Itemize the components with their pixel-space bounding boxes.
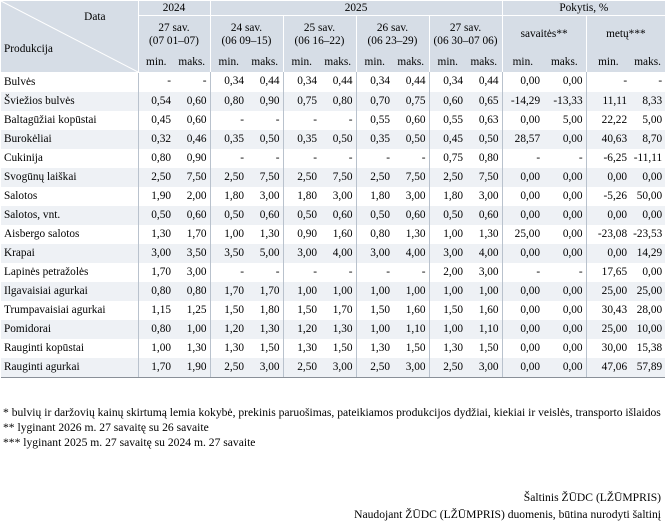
max-price-cell: 0,44 <box>259 75 280 88</box>
max-price-cell: 1,10 <box>393 320 429 339</box>
max-price-cell: 3,00 <box>247 358 283 378</box>
min-price-cell: 1,00 <box>429 225 466 244</box>
min-price-cell: 1,50 <box>210 301 247 320</box>
min-price-cell: 1,70 <box>210 282 247 301</box>
week-header-2025-27: 27 sav. (06 30–07 06) <box>429 16 502 54</box>
min-price-cell: 2,50 <box>210 358 247 378</box>
min-price-cell: 3,00 <box>283 244 320 263</box>
min-price-cell: - <box>502 149 543 168</box>
max-price-cell: 5,00 <box>247 244 283 263</box>
max-price-cell: 1,25 <box>186 303 207 316</box>
min-price-cell: 1,70 <box>138 358 174 378</box>
product-name: Trumpavaisiai agurkai <box>4 303 106 316</box>
min-price-cell: 0,00 <box>586 206 630 225</box>
min-price-cell: - <box>502 263 543 282</box>
min-price-cell: 0,50 <box>210 206 247 225</box>
max-price-cell: 0,80 <box>320 92 356 111</box>
max-price-cell: 0,00 <box>642 265 663 278</box>
max-price-cell: 5,00 <box>562 113 583 126</box>
min-price-cell: 0,00 <box>586 244 630 263</box>
min-price-cell: 0,00 <box>502 301 543 320</box>
max-price-cell: 0,00 <box>543 358 586 378</box>
max-price-cell: - <box>578 265 583 278</box>
table-row <box>1 72 665 92</box>
max-price-cell: 1,30 <box>247 320 283 339</box>
min-column-header: min. <box>356 53 393 72</box>
price-table <box>1 1 665 378</box>
max-price-cell: 5,00 <box>642 113 663 126</box>
source-attribution: Naudojant ŽŪDC (LŽŪMPRIS) duomenis, būtina nurodyti šaltinį <box>354 508 661 521</box>
max-price-cell: 0,75 <box>393 92 429 111</box>
max-price-cell: 0,00 <box>630 206 665 225</box>
min-price-cell: 1,50 <box>429 301 466 320</box>
max-price-cell: 7,50 <box>174 168 210 187</box>
table-row <box>1 244 665 263</box>
max-price-cell: 1,50 <box>259 341 280 354</box>
max-price-cell: 8,33 <box>630 92 665 111</box>
product-name: Lapinės petražolės <box>4 265 89 278</box>
max-price-cell: 1,60 <box>405 303 426 316</box>
max-price-cell: 1,30 <box>405 227 426 240</box>
min-price-cell: 30,43 <box>586 301 630 320</box>
max-price-cell: 3,00 <box>466 358 502 378</box>
max-price-cell: 7,50 <box>393 168 429 187</box>
min-price-cell: 1,80 <box>356 187 393 206</box>
min-price-cell: 0,00 <box>502 111 543 130</box>
min-price-cell: - <box>283 263 320 282</box>
min-price-cell: 0,34 <box>210 72 247 92</box>
max-price-cell: 0,00 <box>543 130 586 149</box>
max-price-cell: 1,00 <box>174 320 210 339</box>
table-row <box>1 320 665 339</box>
min-price-cell: 1,30 <box>356 339 393 358</box>
change-header: Pokytis, % <box>502 1 665 16</box>
max-price-cell: 0,44 <box>478 75 499 88</box>
table-row <box>1 206 665 225</box>
max-price-cell: 0,60 <box>405 113 426 126</box>
week-header-2025-24: 24 sav. (06 09–15) <box>210 16 283 54</box>
product-name: Svogūnų laiškai <box>1 168 138 187</box>
product-name: Aisbergo salotos <box>4 227 80 240</box>
product-name: Bulvės <box>4 75 36 88</box>
min-price-cell: - <box>356 149 393 168</box>
max-price-cell: 1,30 <box>478 227 499 240</box>
min-price-cell: 0,80 <box>356 225 393 244</box>
table-row <box>1 149 665 168</box>
max-price-cell: 1,00 <box>393 282 429 301</box>
min-price-cell: 30,00 <box>586 339 630 358</box>
max-price-cell: 1,60 <box>478 303 499 316</box>
min-price-cell: 3,50 <box>210 244 247 263</box>
max-price-cell: 50,00 <box>636 189 663 202</box>
min-price-cell: 1,80 <box>283 187 320 206</box>
min-price-cell: 0,00 <box>586 168 630 187</box>
min-price-cell: 0,45 <box>429 130 466 149</box>
min-price-cell: 1,50 <box>283 301 320 320</box>
product-name: Salotos <box>4 189 38 202</box>
min-price-cell: 0,00 <box>502 339 543 358</box>
max-price-cell: - <box>658 75 663 88</box>
max-price-cell: 0,00 <box>543 206 586 225</box>
max-price-cell: 0,00 <box>562 227 583 240</box>
max-price-cell: 3,00 <box>478 189 499 202</box>
min-price-cell: 17,65 <box>586 263 630 282</box>
max-price-cell: 0,50 <box>393 130 429 149</box>
max-price-cell: 25,00 <box>630 282 665 301</box>
product-name: Šviežios bulvės <box>1 92 138 111</box>
max-price-cell: -23,53 <box>633 227 663 240</box>
max-price-cell: 3,00 <box>259 189 280 202</box>
week-header-2024-27: 27 sav. (07 01–07) <box>138 16 210 54</box>
min-price-cell: - <box>356 263 393 282</box>
max-price-cell: 1,50 <box>478 341 499 354</box>
min-price-cell: 11,11 <box>586 92 630 111</box>
max-price-cell: 1,70 <box>332 303 353 316</box>
max-price-cell: 0,90 <box>186 151 207 164</box>
max-price-cell: 10,00 <box>630 320 665 339</box>
max-price-cell: 3,00 <box>393 358 429 378</box>
max-price-cell: 0,00 <box>562 341 583 354</box>
min-price-cell: - <box>283 149 320 168</box>
product-name: Krapai <box>1 244 138 263</box>
min-price-cell: 22,22 <box>586 111 630 130</box>
max-price-cell: 0,50 <box>247 130 283 149</box>
max-column-header: maks. <box>397 56 425 68</box>
source-line: Šaltinis ŽŪDC (LŽŪMPRIS) <box>523 491 661 504</box>
min-price-cell: -23,08 <box>586 225 630 244</box>
year-2025-header: 2025 <box>210 1 502 16</box>
min-price-cell: - <box>210 263 247 282</box>
max-price-cell: 15,38 <box>636 341 663 354</box>
max-price-cell: 1,00 <box>320 282 356 301</box>
table-row <box>1 301 665 320</box>
max-price-cell: 0,00 <box>562 303 583 316</box>
product-name: Cukinija <box>4 151 43 164</box>
min-price-cell: 0,34 <box>429 72 466 92</box>
min-price-cell: 1,50 <box>356 301 393 320</box>
min-price-cell: 3,00 <box>138 244 174 263</box>
max-price-cell: 2,00 <box>186 189 207 202</box>
max-price-cell: 8,70 <box>630 130 665 149</box>
max-price-cell: 0,90 <box>247 92 283 111</box>
min-price-cell: 2,50 <box>210 168 247 187</box>
product-name: Salotos, vnt. <box>1 206 138 225</box>
max-price-cell: - <box>348 265 353 278</box>
min-price-cell: 0,80 <box>138 320 174 339</box>
max-price-cell: 0,80 <box>478 151 499 164</box>
table-row <box>1 111 665 130</box>
min-price-cell: 2,00 <box>429 263 466 282</box>
max-price-cell: 0,00 <box>543 282 586 301</box>
max-price-cell: 1,90 <box>174 358 210 378</box>
diagonal-divider <box>1 1 138 72</box>
table-row <box>1 358 665 378</box>
max-price-cell: - <box>421 265 426 278</box>
min-price-cell: 0,35 <box>210 130 247 149</box>
product-name: Pomidorai <box>1 320 138 339</box>
min-price-cell: 0,34 <box>283 72 320 92</box>
min-price-cell: 2,50 <box>283 168 320 187</box>
max-price-cell: -13,33 <box>543 92 586 111</box>
table-row <box>1 168 665 187</box>
max-price-cell: 1,10 <box>466 320 502 339</box>
product-name: Baltagūžiai kopūstai <box>4 113 97 126</box>
max-price-cell: 0,46 <box>174 130 210 149</box>
min-column-header: min. <box>502 53 543 72</box>
min-price-cell: 0,50 <box>283 206 320 225</box>
min-price-cell: 0,00 <box>502 320 543 339</box>
max-price-cell: 0,65 <box>466 92 502 111</box>
yearly-change-header: metų*** <box>586 16 665 54</box>
min-price-cell: - <box>210 111 247 130</box>
max-price-cell: - <box>578 151 583 164</box>
max-price-cell: 7,50 <box>247 168 283 187</box>
max-price-cell: - <box>275 151 280 164</box>
min-price-cell: 0,70 <box>356 92 393 111</box>
min-price-cell: 1,00 <box>429 282 466 301</box>
max-price-cell: 7,50 <box>466 168 502 187</box>
max-price-cell: 0,00 <box>562 75 583 88</box>
max-price-cell: 4,00 <box>320 244 356 263</box>
max-price-cell: 1,70 <box>186 227 207 240</box>
data-label: Data <box>84 11 106 23</box>
min-price-cell: 0,00 <box>502 282 543 301</box>
min-price-cell: 0,55 <box>356 111 393 130</box>
max-price-cell: 3,00 <box>478 265 499 278</box>
source-note <box>354 489 661 523</box>
min-price-cell: 40,63 <box>586 130 630 149</box>
table-header <box>1 1 665 72</box>
max-price-cell: 1,80 <box>259 303 280 316</box>
min-price-cell: 1,30 <box>138 225 174 244</box>
min-column-header: min. <box>138 53 174 72</box>
min-price-cell: 1,00 <box>210 225 247 244</box>
table-body <box>1 72 665 377</box>
max-price-cell: 0,00 <box>543 320 586 339</box>
max-price-cell: 1,60 <box>332 227 353 240</box>
max-price-cell: 0,50 <box>320 130 356 149</box>
max-price-cell: 3,00 <box>320 358 356 378</box>
footnote-quality: * bulvių ir daržovių kainų skirtumą lemia kokybė, prekinis paruošimas, pateikiamos produkcijos dydžiai, kiekiai ir veislės, transporto išlaidos <box>3 406 661 419</box>
min-price-cell: 0,50 <box>429 206 466 225</box>
min-price-cell: 1,30 <box>429 339 466 358</box>
min-price-cell: 0,34 <box>356 72 393 92</box>
min-price-cell: 1,00 <box>429 320 466 339</box>
max-price-cell: 0,60 <box>247 206 283 225</box>
min-price-cell: 0,80 <box>138 149 174 168</box>
table-row <box>1 339 665 358</box>
min-price-cell: - <box>283 111 320 130</box>
max-price-cell: 0,00 <box>543 168 586 187</box>
max-price-cell: 0,44 <box>405 75 426 88</box>
min-price-cell: -6,25 <box>586 149 630 168</box>
max-price-cell: 0,80 <box>174 282 210 301</box>
min-price-cell: 1,00 <box>356 320 393 339</box>
max-price-cell: 0,60 <box>393 206 429 225</box>
max-price-cell: 0,00 <box>630 168 665 187</box>
max-price-cell: - <box>348 113 353 126</box>
max-price-cell: 0,44 <box>332 75 353 88</box>
max-price-cell: 7,50 <box>320 168 356 187</box>
max-price-cell: 57,89 <box>630 358 665 378</box>
min-price-cell: 1,80 <box>210 187 247 206</box>
min-price-cell: 0,00 <box>502 244 543 263</box>
max-price-cell: 0,63 <box>478 113 499 126</box>
min-column-header: min. <box>429 53 466 72</box>
min-price-cell: 0,90 <box>283 225 320 244</box>
max-price-cell: -11,11 <box>633 151 663 164</box>
min-price-cell: 0,50 <box>356 206 393 225</box>
min-price-cell: 1,20 <box>283 320 320 339</box>
max-price-cell: 1,50 <box>405 341 426 354</box>
product-name: Burokėliai <box>1 130 138 149</box>
max-price-cell: 14,29 <box>630 244 665 263</box>
min-price-cell: 47,06 <box>586 358 630 378</box>
max-price-cell: 3,00 <box>405 189 426 202</box>
product-label: Produkcija <box>4 42 53 55</box>
footnote-weekly: ** lyginant 2026 m. 27 savaitę su 26 savaite <box>3 420 209 434</box>
min-price-cell: 25,00 <box>502 225 543 244</box>
max-price-cell: 4,00 <box>393 244 429 263</box>
max-price-cell: 1,00 <box>466 282 502 301</box>
min-price-cell: 0,32 <box>138 130 174 149</box>
max-price-cell: 0,60 <box>174 206 210 225</box>
max-price-cell: 1,30 <box>186 341 207 354</box>
min-price-cell: 0,00 <box>502 168 543 187</box>
max-price-cell: 0,50 <box>466 130 502 149</box>
max-price-cell: 1,30 <box>259 227 280 240</box>
min-price-cell: 1,15 <box>138 301 174 320</box>
min-price-cell: 0,54 <box>138 92 174 111</box>
max-column-header: maks. <box>178 56 206 68</box>
max-price-cell: 1,30 <box>320 320 356 339</box>
min-price-cell: 0,00 <box>502 206 543 225</box>
table-row <box>1 225 665 244</box>
min-price-cell: 0,80 <box>138 282 174 301</box>
max-price-cell: 3,00 <box>332 189 353 202</box>
table-row <box>1 263 665 282</box>
max-price-cell: 0,60 <box>186 113 207 126</box>
min-price-cell: 2,50 <box>283 358 320 378</box>
product-name: Rauginti kopūstai <box>4 341 85 354</box>
min-price-cell: 0,35 <box>356 130 393 149</box>
max-price-cell: 0,60 <box>174 92 210 111</box>
max-price-cell: 0,60 <box>320 206 356 225</box>
table-row <box>1 282 665 301</box>
min-price-cell: 0,00 <box>502 72 543 92</box>
footnote-yearly: *** lyginant 2025 m. 27 savaitę su 2024 m. 27 savaite <box>3 435 256 449</box>
max-column-header: maks. <box>470 56 498 68</box>
product-name: Rauginti agurkai <box>1 358 138 378</box>
table-row <box>1 187 665 206</box>
product-name: Ilgavaisiai agurkai <box>1 282 138 301</box>
max-price-cell: - <box>421 151 426 164</box>
min-price-cell: 1,70 <box>138 263 174 282</box>
min-price-cell: 1,80 <box>429 187 466 206</box>
max-price-cell: - <box>348 151 353 164</box>
min-price-cell: 1,00 <box>138 339 174 358</box>
min-price-cell: 25,00 <box>586 282 630 301</box>
max-column-header: maks. <box>551 56 578 68</box>
max-price-cell: 28,00 <box>636 303 663 316</box>
week-header-2025-25: 25 sav. (06 16–22) <box>283 16 356 54</box>
min-column-header: min. <box>283 53 320 72</box>
min-price-cell: - <box>210 149 247 168</box>
min-price-cell: - <box>138 72 174 92</box>
min-price-cell: 0,60 <box>429 92 466 111</box>
min-price-cell: 0,75 <box>283 92 320 111</box>
table-row <box>1 130 665 149</box>
min-price-cell: 1,30 <box>283 339 320 358</box>
min-price-cell: 25,00 <box>586 320 630 339</box>
table-row <box>1 92 665 111</box>
min-column-header: min. <box>586 53 630 72</box>
min-price-cell: 1,00 <box>283 282 320 301</box>
max-price-cell: 3,00 <box>186 265 207 278</box>
min-price-cell: 1,30 <box>210 339 247 358</box>
max-price-cell: - <box>275 113 280 126</box>
min-price-cell: 0,00 <box>502 358 543 378</box>
min-price-cell: 2,50 <box>356 168 393 187</box>
min-price-cell: 0,45 <box>138 111 174 130</box>
min-price-cell: 3,00 <box>356 244 393 263</box>
max-price-cell: 0,60 <box>466 206 502 225</box>
max-price-cell: 0,00 <box>562 189 583 202</box>
max-price-cell: 3,50 <box>174 244 210 263</box>
footnotes <box>3 406 663 450</box>
max-price-cell: 1,50 <box>332 341 353 354</box>
max-price-cell: 1,70 <box>247 282 283 301</box>
min-price-cell: -5,26 <box>586 187 630 206</box>
min-price-cell: -14,29 <box>502 92 543 111</box>
min-price-cell: - <box>586 72 630 92</box>
max-price-cell: - <box>275 265 280 278</box>
min-price-cell: 2,50 <box>356 358 393 378</box>
min-price-cell: 1,90 <box>138 187 174 206</box>
min-price-cell: 0,55 <box>429 111 466 130</box>
min-price-cell: 1,00 <box>356 282 393 301</box>
header-corner-cell <box>1 1 138 72</box>
min-price-cell: 0,50 <box>138 206 174 225</box>
max-price-cell: - <box>202 75 207 88</box>
year-2024-header: 2024 <box>138 1 210 16</box>
max-column-header: maks. <box>251 56 279 68</box>
max-price-cell: 0,00 <box>543 244 586 263</box>
min-price-cell: 2,50 <box>429 358 466 378</box>
min-price-cell: 0,35 <box>283 130 320 149</box>
min-price-cell: 0,00 <box>502 187 543 206</box>
max-column-header: maks. <box>634 56 661 68</box>
max-price-cell: 4,00 <box>466 244 502 263</box>
min-price-cell: 0,75 <box>429 149 466 168</box>
min-price-cell: 1,20 <box>210 320 247 339</box>
min-price-cell: 0,80 <box>210 92 247 111</box>
max-column-header: maks. <box>324 56 352 68</box>
week-header-2025-26: 26 sav. (06 23–29) <box>356 16 429 54</box>
min-price-cell: 2,50 <box>429 168 466 187</box>
min-price-cell: 2,50 <box>138 168 174 187</box>
min-column-header: min. <box>210 53 247 72</box>
weekly-change-header: savaitės** <box>502 16 586 54</box>
min-price-cell: 3,00 <box>429 244 466 263</box>
min-price-cell: 28,57 <box>502 130 543 149</box>
